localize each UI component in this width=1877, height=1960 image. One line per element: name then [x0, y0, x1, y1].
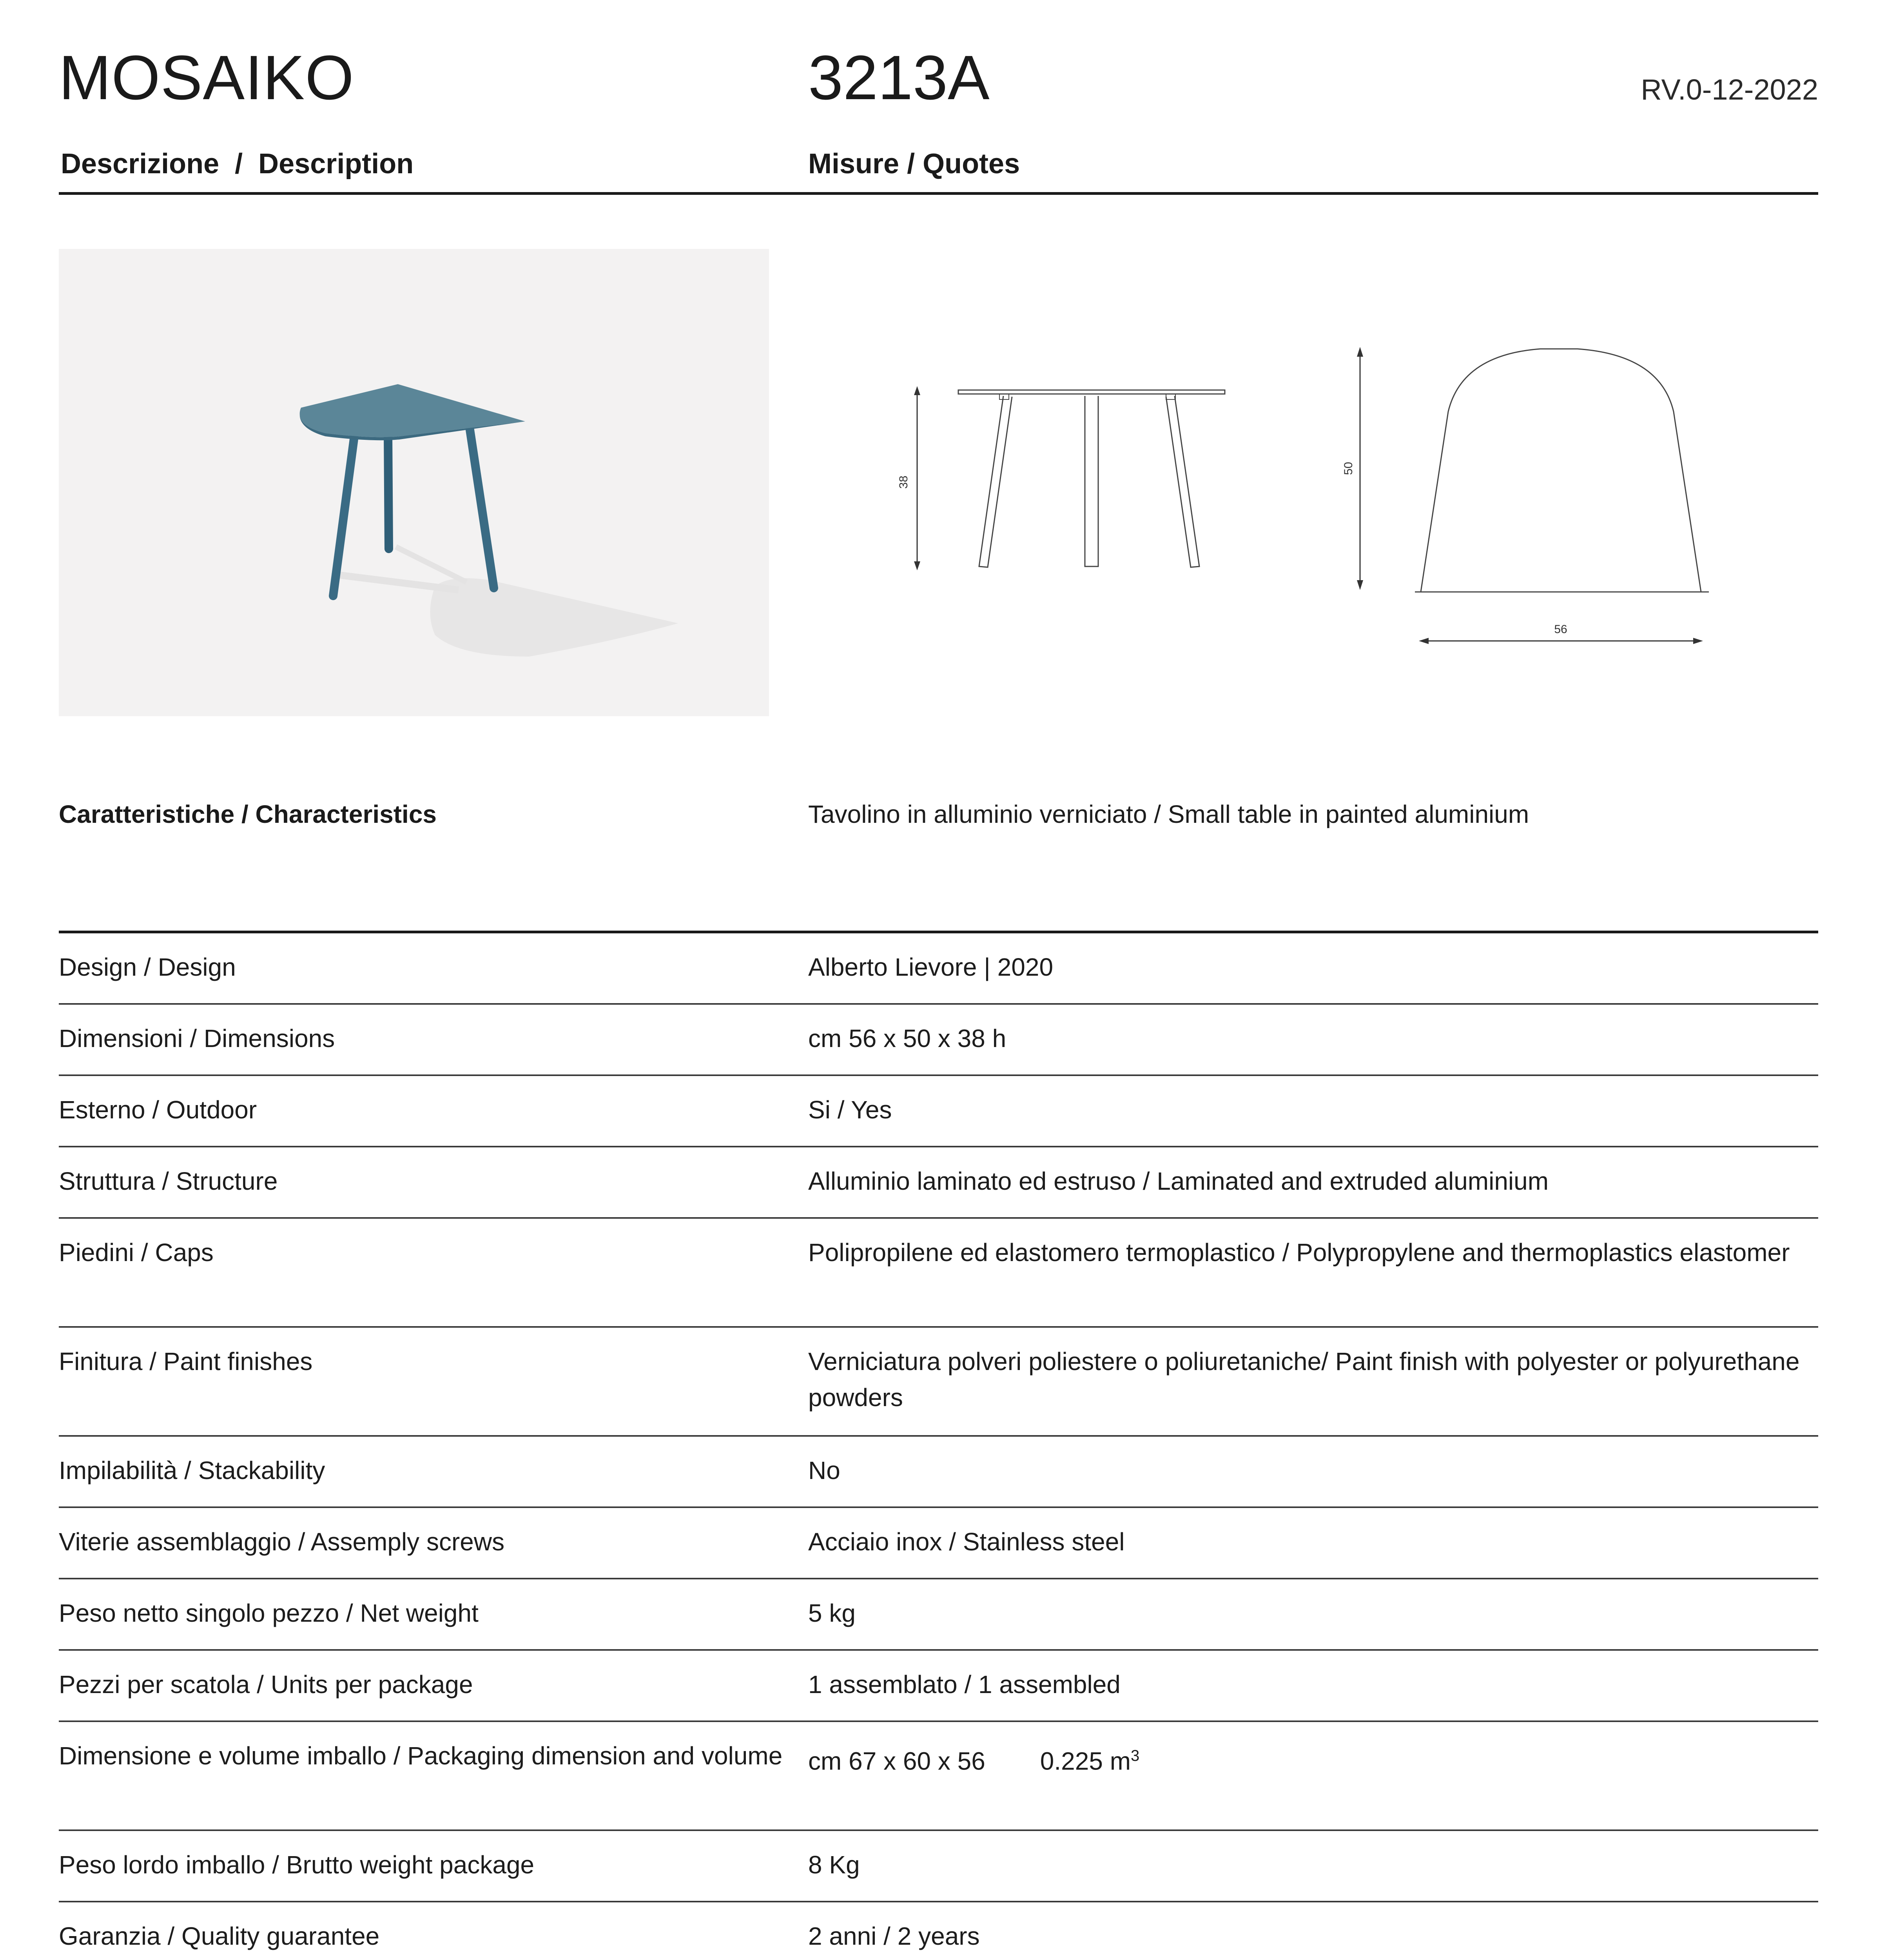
table-illustration	[59, 249, 769, 716]
shadow-leg-1	[333, 574, 459, 590]
spec-label: Impilabilità / Stackability	[59, 1456, 325, 1485]
table-top-outline	[958, 390, 1225, 394]
product-code: 3213A	[808, 42, 990, 113]
packaging-dimensions: cm 67 x 60 x 56	[808, 1747, 985, 1775]
width-arrow-left	[1419, 638, 1429, 644]
spec-label: Finitura / Paint finishes	[59, 1347, 313, 1376]
depth-label: 50	[1342, 462, 1355, 475]
spec-row-guarantee	[59, 1902, 1818, 1960]
spec-value: 1 assemblato / 1 assembled	[808, 1670, 1121, 1699]
spec-row-packaging	[59, 1722, 1818, 1831]
spec-row-paint-finishes	[59, 1328, 1818, 1437]
spec-value: 8 Kg	[808, 1851, 860, 1879]
spec-label: Garanzia / Quality guarantee	[59, 1922, 380, 1950]
height-arrow-top	[914, 386, 920, 395]
spec-row-stackability	[59, 1437, 1818, 1508]
top-view-drawing	[1333, 337, 1717, 651]
spec-row-design	[59, 933, 1818, 1005]
spec-label: Esterno / Outdoor	[59, 1096, 257, 1124]
table-leg-right	[470, 427, 494, 588]
spec-label: Piedini / Caps	[59, 1238, 214, 1267]
spec-label: Viterie assemblaggio / Assemply screws	[59, 1528, 505, 1556]
spec-label: Peso lordo imballo / Brutto weight package	[59, 1851, 535, 1879]
leg-center-outline	[1085, 396, 1098, 566]
spec-row-caps	[59, 1219, 1818, 1328]
leg-right-outline	[1166, 396, 1199, 567]
packaging-volume: 0.225 m	[1040, 1747, 1131, 1775]
spec-label: Dimensione e volume imballo / Packaging dimension and volume	[59, 1742, 783, 1770]
spec-label: Pezzi per scatola / Units per package	[59, 1670, 473, 1699]
characteristics-label: Caratteristiche / Characteristics	[59, 800, 437, 828]
section-description-title: Descrizione / Description	[61, 148, 414, 180]
table-leg-left	[333, 433, 355, 596]
height-label: 38	[897, 475, 910, 489]
width-arrow-right	[1693, 638, 1703, 644]
characteristics-value: Tavolino in alluminio verniciato / Small table in painted aluminium	[808, 800, 1529, 828]
packaging-volume-unit-exponent: 3	[1131, 1747, 1140, 1764]
spec-label: Struttura / Structure	[59, 1167, 278, 1195]
specs-table	[59, 933, 1818, 1960]
depth-arrow-bottom	[1357, 580, 1363, 590]
table-shadow	[430, 578, 678, 657]
product-photo	[59, 249, 769, 716]
spec-value: 5 kg	[808, 1599, 856, 1627]
specs-divider	[59, 931, 1818, 933]
leg-left-outline	[979, 396, 1012, 567]
width-label: 56	[1554, 623, 1567, 636]
spec-value: Alberto Lievore | 2020	[808, 953, 1054, 981]
spec-row-screws	[59, 1508, 1818, 1579]
shadow-leg-2	[396, 547, 466, 582]
spec-value: Verniciatura polveri poliestere o poliuretaniche/ Paint finish with polyester or polyurethane powders	[808, 1347, 1800, 1412]
table-leg-back	[388, 433, 389, 549]
bracket-left	[999, 394, 1009, 399]
table-top	[300, 384, 525, 437]
spec-row-gross-weight	[59, 1831, 1818, 1902]
spec-label: Peso netto singolo pezzo / Net weight	[59, 1599, 479, 1627]
spec-value: 2 anni / 2 years	[808, 1922, 980, 1950]
spec-row-dimensions	[59, 1005, 1818, 1076]
spec-row-outdoor	[59, 1076, 1818, 1147]
spec-value: cm 56 x 50 x 38 h	[808, 1024, 1007, 1053]
spec-row-units-per-package	[59, 1651, 1818, 1722]
side-view-drawing	[890, 372, 1242, 584]
section-quotes-title: Misure / Quotes	[808, 148, 1020, 180]
spec-value: Acciaio inox / Stainless steel	[808, 1528, 1125, 1556]
spec-value	[808, 1738, 1818, 1829]
spec-label: Design / Design	[59, 953, 236, 981]
spec-value: Polipropilene ed elastomero termoplastico / Polypropylene and thermoplastics elastomer	[808, 1238, 1790, 1267]
spec-row-net-weight	[59, 1579, 1818, 1651]
brand-name: MOSAIKO	[59, 42, 354, 113]
revision-label: RV.0-12-2022	[1641, 73, 1818, 106]
spec-value: No	[808, 1456, 840, 1485]
spec-value: Si / Yes	[808, 1096, 892, 1124]
spec-label: Dimensioni / Dimensions	[59, 1024, 335, 1053]
height-arrow-bottom	[914, 561, 920, 570]
bracket-right	[1166, 394, 1175, 399]
depth-arrow-top	[1357, 347, 1363, 357]
spec-row-structure	[59, 1147, 1818, 1219]
spec-value: Alluminio laminato ed estruso / Laminated and extruded aluminium	[808, 1167, 1549, 1195]
header-divider	[59, 192, 1818, 195]
tabletop-plan-outline	[1421, 349, 1701, 592]
